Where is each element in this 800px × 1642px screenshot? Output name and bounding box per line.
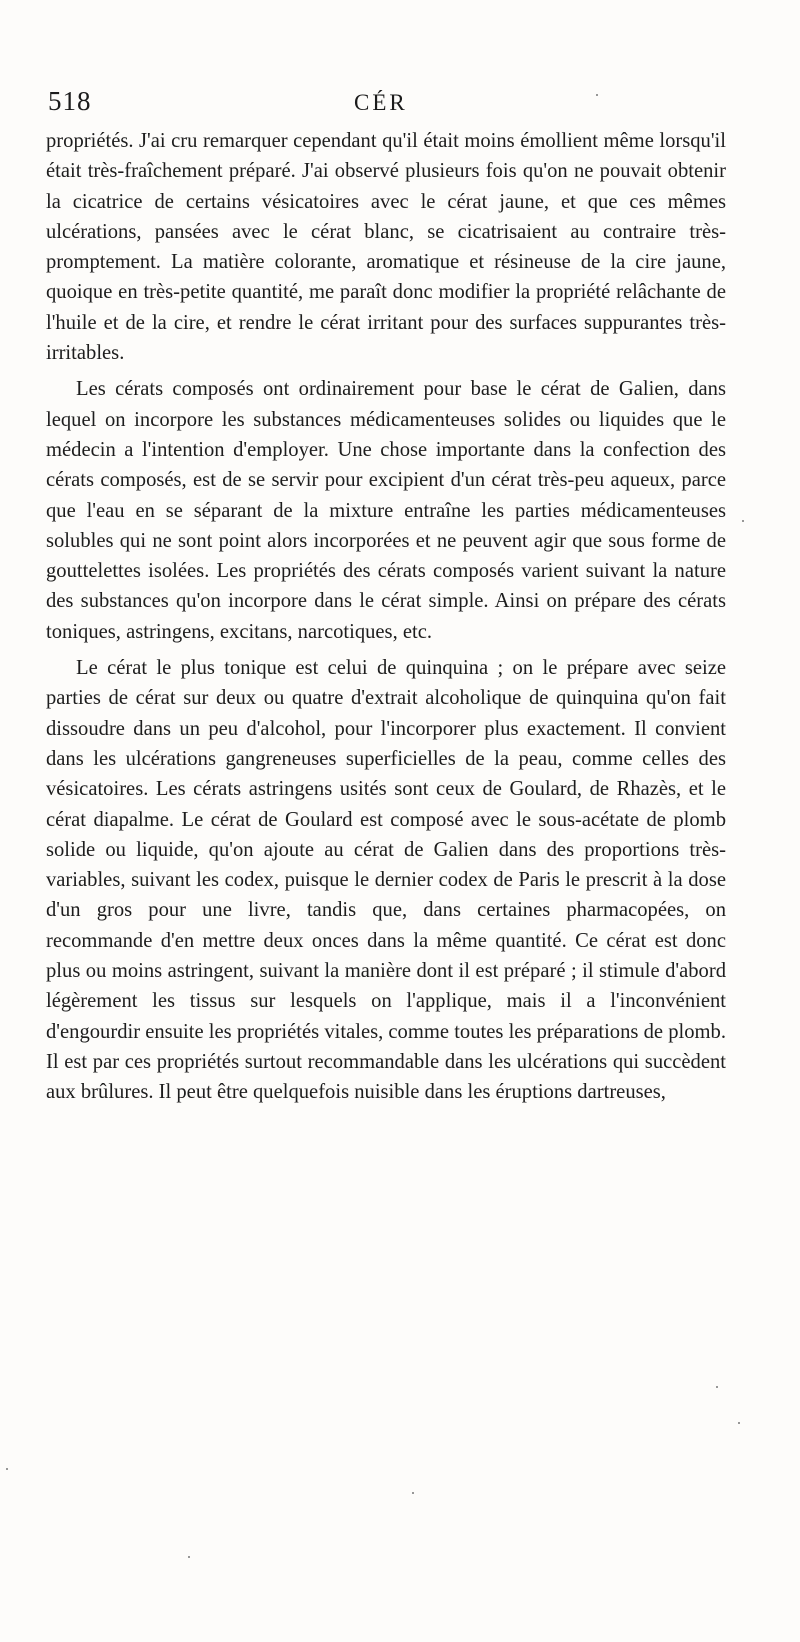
paragraph-2: Les cérats composés ont ordinairement pour base le cérat de Galien, dans lequel on incorpore les substances médicamenteuses solides ou liquides que le médecin a l'intention d'employer. Une chose importante dans la confection des cérats composés, est de se servir pour excipient d'un cérat très-peu aqueux, parce que l'eau en se séparant de la mixture entraîne les parties médicamenteuses solubles qui ne sont point alors incorporées et ne peuvent agir que sous forme de gouttelettes isolées. Les propriétés des cérats composés varient suivant la nature des substances qu'on incorpore dans le cérat simple. Ainsi on prépare des cérats toniques, astringens, excitans, narcotiques, etc. — [46, 378, 726, 643]
page-header — [48, 86, 728, 122]
page-number: 518 — [48, 86, 92, 116]
paper-speck — [738, 1422, 740, 1424]
paper-speck — [742, 520, 744, 522]
paper-speck — [716, 1386, 718, 1388]
body-text — [46, 126, 726, 1108]
running-head: CÉR — [354, 90, 408, 115]
paper-speck — [188, 1556, 190, 1558]
paragraph-3: Le cérat le plus tonique est celui de quinquina ; on le prépare avec seize parties de cérat sur deux ou quatre d'extrait alcoholique de quinquina qu'on fait dissoudre dans un peu d'alcohol, pour l'incorporer plus exactement. Il convient dans les ulcérations gangreneuses superficielles de la peau, comme celles des vésicatoires. Les cérats astringens usités sont ceux de Goulard, de Rhazès, et le cérat diapalme. Le cérat de Goulard est composé avec le sous-acétate de plomb solide ou liquide, qu'on ajoute au cérat de Galien dans des proportions très-variables, suivant les codex, puisque le dernier codex de Paris le prescrit à la dose d'un gros pour une livre, tandis que, dans certaines pharmacopées, on recommande d'en mettre deux onces dans la même quantité. Ce cérat est donc plus ou moins astringent, suivant la manière dont il est préparé ; il stimule d'abord légèrement les tissus sur lesquels on l'applique, mais il a l'inconvénient d'engourdir ensuite les propriétés vitales, comme toutes les préparations de plomb. Il est par ces propriétés surtout recommandable dans les ulcérations qui succèdent aux brûlures. Il peut être quelquefois nuisible dans les éruptions dartreuses, — [46, 657, 726, 1104]
paper-speck — [412, 1492, 414, 1494]
paper-speck — [6, 1468, 8, 1470]
paragraph-1: propriétés. J'ai cru remarquer cependant qu'il était moins émollient même lorsqu'il était très-fraîchement préparé. J'ai observé plusieurs fois qu'on ne pouvait obtenir la cicatrice de certains vésicatoires avec le cérat jaune, et que ces mêmes ulcérations, pansées avec le cérat blanc, se cicatrisaient au contraire très-promptement. La matière colorante, aromatique et résineuse de la cire jaune, quoique en très-petite quantité, me paraît donc modifier la propriété relâchante de l'huile et de la cire, et rendre le cérat irritant pour des surfaces suppurantes très-irritables. — [46, 130, 726, 365]
paper-speck — [596, 94, 598, 96]
